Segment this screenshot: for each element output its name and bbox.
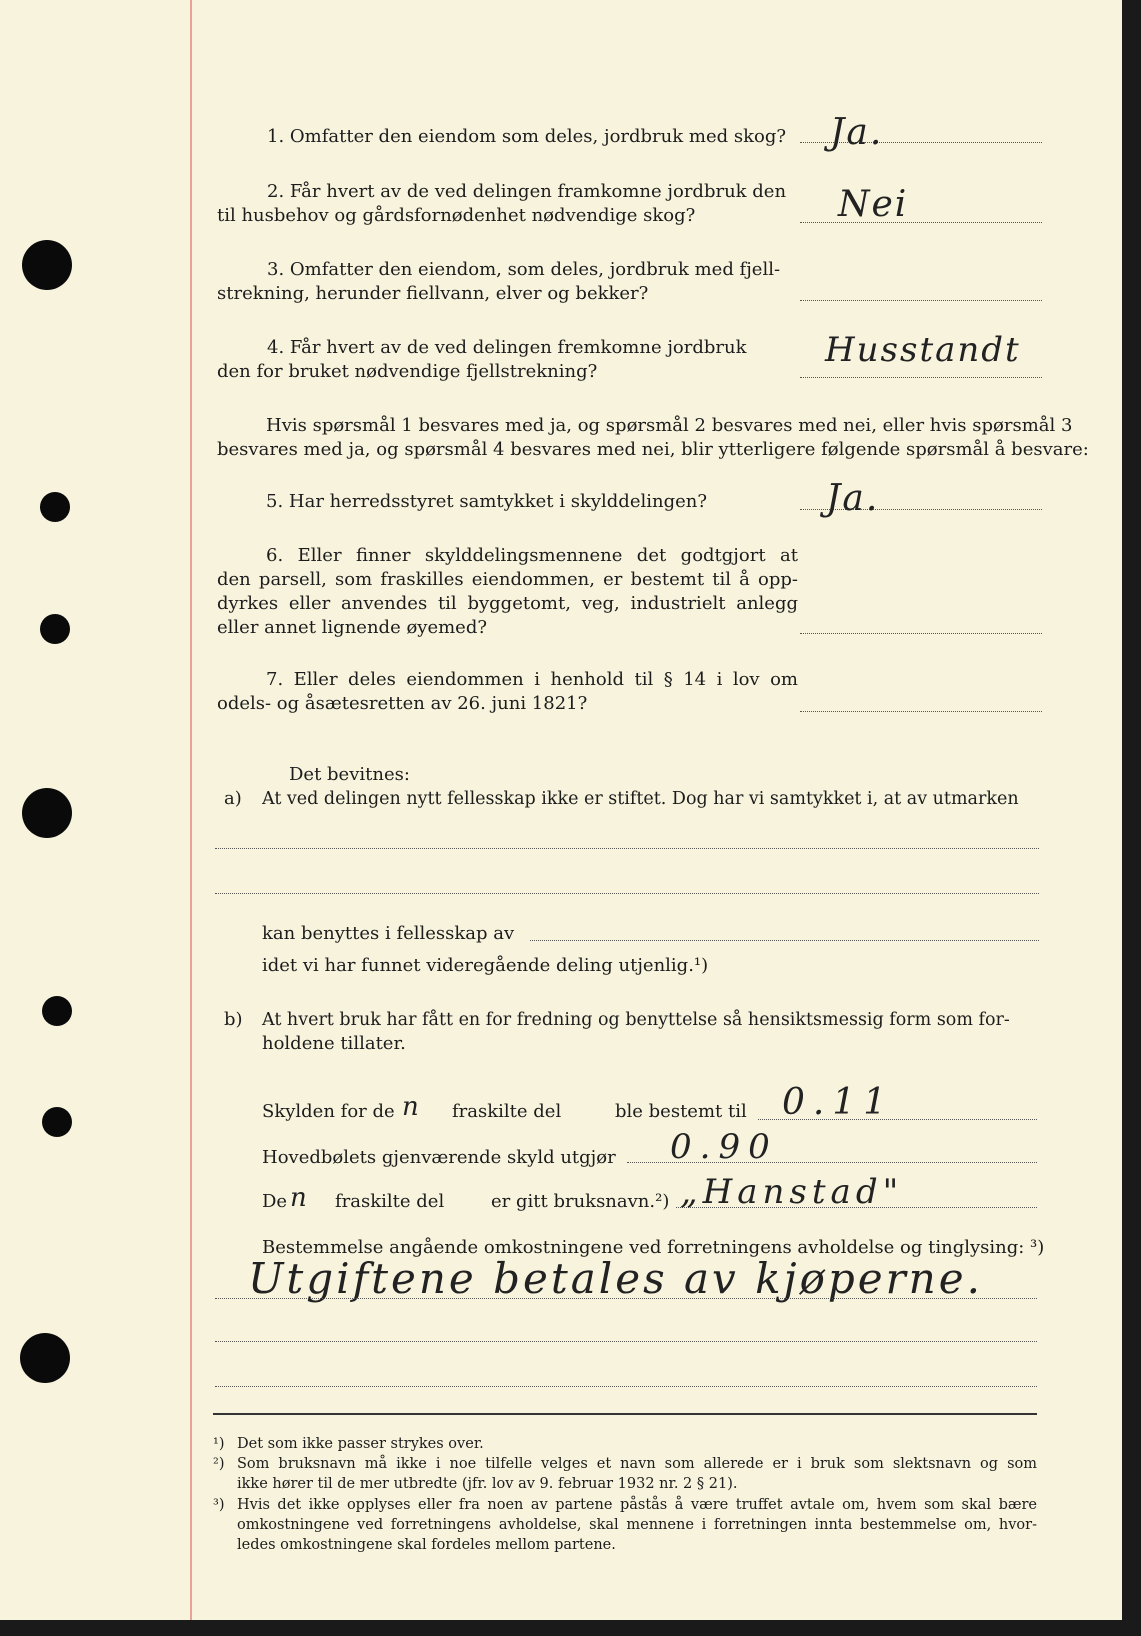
condition-line-2: besvares med ja, og spørsmål 4 besvares med nei, blir ytterligere følgende spørsmål å besvare: [217, 439, 1089, 460]
attest-a-line-4: idet vi har funnet videregående deling utjenlig.¹) [262, 955, 709, 976]
condition-line-1: Hvis spørsmål 1 besvares med ja, og spørsmål 2 besvares med nei, eller hvis spørsmål 3 [266, 415, 1073, 436]
answer-2: Nei [838, 184, 909, 225]
question-6-line-2: den parsell, som fraskilles eiendommen, er bestemt til å opp- [217, 569, 798, 590]
question-1: 1. Omfatter den eiendom som deles, jordbruk med skog? [267, 126, 786, 147]
hoved-value: 0.90 [670, 1127, 778, 1167]
punch-hole [42, 1107, 72, 1137]
question-2-line-1: 2. Får hvert av de ved delingen framkomne jordbruk den [267, 181, 787, 202]
kost-label: Bestemmelse angående omkostningene ved forretningens avholdelse og tinglysing: ³) [262, 1237, 1045, 1258]
answer-line-3 [800, 300, 1042, 301]
question-3-line-1: 3. Omfatter den eiendom, som deles, jordbruk med fjell- [267, 259, 781, 280]
attest-a-line-3: kan benyttes i fellesskap av [262, 923, 515, 944]
skyld-label-3: ble bestemt til [615, 1101, 747, 1122]
answer-5: Ja. [826, 478, 880, 519]
navn-handwritten-n: n [290, 1183, 309, 1213]
attest-b-line-1: At hvert bruk har fått en for fredning og benyttelse så hensiktsmessig form som for- [262, 1010, 1010, 1030]
punch-hole [40, 614, 70, 644]
footnote-1: Det som ikke passer strykes over. [237, 1436, 484, 1452]
punch-hole [22, 240, 72, 290]
kost-line-1 [215, 1298, 1037, 1299]
footnote-3-line-2: omkostningene ved forretningens avholdelse, skal mennene i forretningen innta bestemmelse om, hvor- [237, 1517, 1037, 1533]
answer-1: Ja. [830, 112, 884, 153]
attest-b-line-2: holdene tillater. [262, 1033, 406, 1054]
answer-line-2 [800, 222, 1042, 223]
punch-hole [22, 788, 72, 838]
question-7-line-2: odels- og åsætesretten av 26. juni 1821? [217, 693, 588, 714]
skyld-label-1: Skylden for de [262, 1101, 395, 1122]
attest-a-text: At ved delingen nytt fellesskap ikke er stiftet. Dog har vi samtykket i, at av utmarken [262, 789, 1019, 809]
attest-line-2 [215, 893, 1039, 894]
footnote-2-line-2: ikke hører til de mer utbredte (jfr. lov av 9. februar 1932 nr. 2 § 21). [237, 1476, 738, 1492]
footnote-2-line-1: Som bruksnavn må ikke i noe tilfelle velges et navn som allerede er i bruk som slektsnavn og som [237, 1456, 1037, 1472]
attest-heading: Det bevitnes: [289, 764, 410, 785]
question-6-line-3: dyrkes eller anvendes til byggetomt, veg, industrielt anlegg [217, 593, 798, 614]
answer-line-4 [800, 377, 1042, 378]
navn-label-1: De [262, 1191, 288, 1212]
question-6-line-4: eller annet lignende øyemed? [217, 617, 487, 638]
kost-value: Utgiftene betales av kjøperne. [248, 1254, 983, 1303]
kost-line-3 [215, 1386, 1037, 1387]
answer-line-7 [800, 711, 1042, 712]
attest-b-marker: b) [224, 1009, 243, 1030]
question-4-line-1: 4. Får hvert av de ved delingen fremkomne jordbruk [267, 337, 747, 358]
punch-hole [20, 1333, 70, 1383]
footnote-3-line-3: ledes omkostningene skal fordeles mellom partene. [237, 1537, 616, 1553]
question-2-line-2: til husbehov og gårdsfornødenhet nødvendige skog? [217, 205, 696, 226]
attest-a-marker: a) [224, 788, 242, 809]
skyld-value: 0.11 [782, 1082, 895, 1123]
question-3-line-2: strekning, herunder fiellvann, elver og bekker? [217, 283, 649, 304]
footnote-3-mark: ³) [213, 1497, 225, 1513]
navn-label-2: fraskilte del [335, 1191, 445, 1212]
margin-rule [190, 0, 192, 1620]
skyld-label-2: fraskilte del [452, 1101, 562, 1122]
footnote-1-mark: ¹) [213, 1436, 225, 1452]
footnote-rule [213, 1413, 1037, 1415]
question-4-line-2: den for bruket nødvendige fjellstrekning? [217, 361, 598, 382]
attest-line-1 [215, 848, 1039, 849]
punch-hole [40, 492, 70, 522]
footnote-3-line-1: Hvis det ikke opplyses eller fra noen av partene påstås å være truffet avtale om, hvem som skal bære [237, 1497, 1037, 1513]
question-5: 5. Har herredsstyret samtykket i skylddelingen? [266, 491, 707, 512]
kost-line-2 [215, 1341, 1037, 1342]
question-6-line-1: 6. Eller finner skylddelingsmennene det godtgjort at [266, 545, 798, 566]
punch-hole [42, 996, 72, 1026]
question-7-line-1: 7. Eller deles eiendommen i henhold til § 14 i lov om [266, 669, 798, 690]
hoved-label: Hovedbølets gjenværende skyld utgjør [262, 1147, 616, 1168]
attest-line-3 [530, 940, 1039, 941]
footnote-2-mark: ²) [213, 1456, 225, 1472]
answer-line-6 [800, 633, 1042, 634]
skyld-handwritten-n: n [402, 1092, 421, 1122]
answer-4: Husstandt [825, 330, 1021, 370]
navn-label-3: er gitt bruksnavn.²) [491, 1191, 670, 1212]
navn-value: „Hanstad" [680, 1172, 904, 1212]
